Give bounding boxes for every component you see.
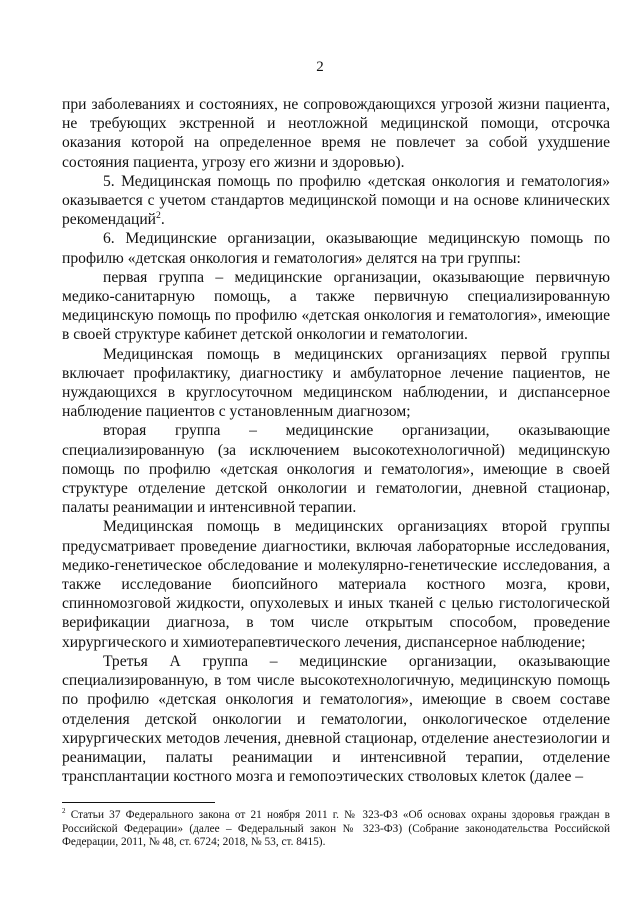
footnote-text: Статьи 37 Федерального закона от 21 ноября 2011 г. № 323-ФЗ «Об основах охраны здоровья граждан в Российской Федерации» (далее – Федеральный закон № 323-ФЗ) (Собрание законодательства Российской Федерации, 2011, № 48, ст. 6724; 2018, № 53, ст. 8415). bbox=[62, 809, 611, 849]
footnote-marker: 2 bbox=[62, 807, 66, 816]
footnote-divider bbox=[62, 802, 215, 803]
paragraph-4 bbox=[62, 268, 610, 345]
footnote-reference[interactable]: 2 bbox=[156, 210, 161, 222]
paragraph-1 bbox=[62, 95, 610, 172]
paragraph-6-text: вторая группа – медицинские организации, оказывающие специализированную (за исключением высокотехнологичной) медицинскую помощь по профилю «детская онкология и гематология», имеющие в своей структуре отделение детской онкологии и гематологии, дневной стационар, палаты реанимации и интенсивной терапии. bbox=[62, 422, 610, 517]
page-number: 2 bbox=[316, 59, 324, 75]
paragraph-5-text: Медицинская помощь в медицинских организациях первой группы включает профилактику, диагностику и амбулаторное лечение пациентов, не нуждающихся в круглосуточном медицинском наблюдении, и диспансерное наблюдение пациентов с установленным диагнозом; bbox=[62, 345, 610, 421]
paragraph-2-text: 5. Медицинская помощь по профилю «детская онкология и гематология» оказывается с учетом стандартов медицинской помощи и на основе клинических рекомендаций bbox=[62, 172, 610, 229]
paragraph-8-text: Третья А группа – медицинские организации, оказывающие специализированную, в том числе высокотехнологичную, медицинскую помощь по профилю «детская онкология и гематология», имеющие в своем составе отделения детской онкологии и гематологии, онкологическое отделение хирургических методов лечения, дневной стационар, отделение анестезиологии и реанимации, палаты реанимации и интенсивной терапии, отделение трансплантации костного мозга и гемопоэтических стволовых клеток (далее – bbox=[62, 652, 610, 786]
paragraph-1-text: при заболеваниях и состояниях, не сопровождающихся угрозой жизни пациента, не требующих экстренной и неотложной медицинской помощи, отсрочка оказания которой на определенное время не повлечет за собой ухудшение состояния пациента, угрозу его жизни и здоровью). bbox=[62, 96, 610, 171]
paragraph-8 bbox=[62, 652, 610, 786]
paragraph-3-text: 6. Медицинские организации, оказывающие медицинскую помощь по профилю «детская онкология и гематология» делятся на три группы: bbox=[62, 230, 610, 267]
paragraph-7 bbox=[62, 517, 610, 651]
footnote-area bbox=[62, 802, 610, 850]
paragraph-4-text: первая группа – медицинские организации, оказывающие первичную медико-санитарную помощь, а также первичную специализированную медицинскую помощь по профилю «детская онкология и гематология», имеющие в своей структуре кабинет детской онкологии и гематологии. bbox=[62, 268, 610, 344]
body-text bbox=[62, 95, 610, 786]
paragraph-2: 5. Медицинская помощь по профилю «детская онкология и гематология» оказывается с учетом стандартов медицинской помощи и на основе клинических рекомендаций$^2$. bbox=[62, 172, 610, 229]
paragraph-6 bbox=[62, 421, 610, 517]
footnote bbox=[62, 809, 610, 850]
paragraph-3 bbox=[62, 229, 610, 267]
paragraph-5 bbox=[62, 345, 610, 422]
paragraph-7-text: Медицинская помощь в медицинских организациях второй группы предусматривает проведение диагностики, включая лабораторные исследования, медико-генетическое обследование и молекулярно-генетические исследования, а также исследование биопсийного материала костного мозга, крови, спинномозговой жидкости, опухолевых и иных тканей с целью гистологической верификации диагноза, в том числе открытым способом, проведение хирургического и химиотерапевтического лечения, диспансерное наблюдение; bbox=[62, 518, 610, 651]
